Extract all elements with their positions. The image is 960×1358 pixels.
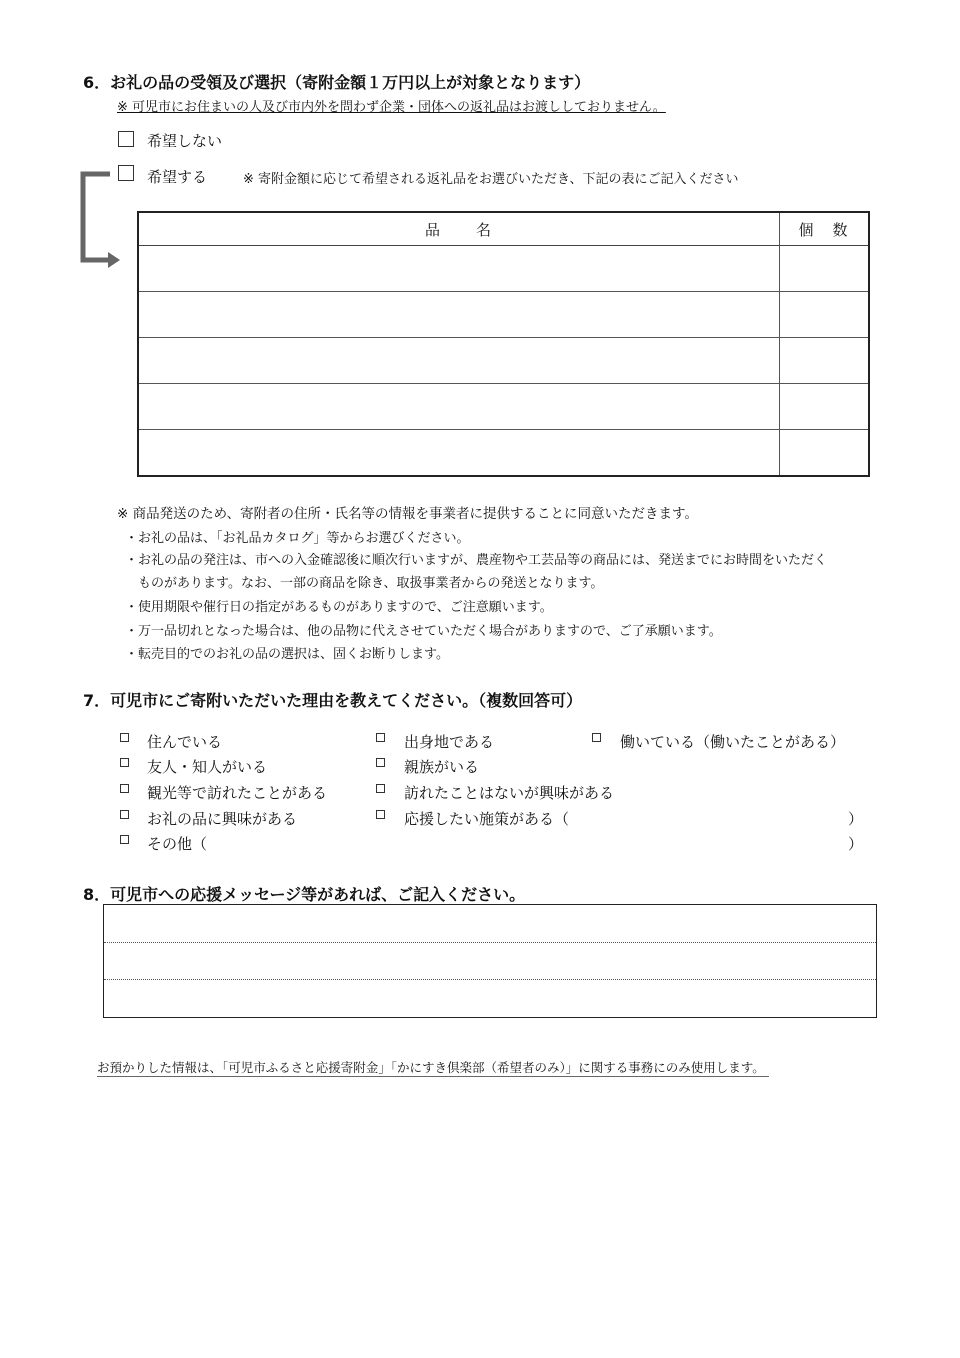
gift-name-cell[interactable]: [138, 430, 780, 477]
table-row: [138, 292, 869, 338]
gift-name-cell[interactable]: [138, 246, 780, 292]
reason-policy-label: 応援したい施策がある（: [404, 810, 570, 828]
section6-title: 6．お礼の品の受領及び選択（寄附金額１万円以上が対象となります）: [83, 73, 591, 92]
gift-qty-cell[interactable]: [780, 292, 870, 338]
section8-title: 8．可児市への応援メッセージ等があれば、ご記入ください。: [83, 885, 526, 904]
reason-relatives-label: 親族がいる: [404, 758, 480, 776]
checkbox-relatives[interactable]: [376, 758, 385, 767]
gift-table-header-name: 品 名: [138, 212, 780, 246]
bullet-2: ・お礼の品の発注は、市への入金確認後に順次行いますが、農産物や工芸品等の商品には、発送までにお時間をいただく: [125, 553, 828, 568]
reason-gift-interest-label: お礼の品に興味がある: [147, 810, 298, 828]
arrow-connector-icon: [70, 168, 130, 273]
checkbox-other[interactable]: [120, 835, 129, 844]
reason-hometown-label: 出身地である: [404, 733, 495, 751]
gift-qty-cell[interactable]: [780, 338, 870, 384]
message-box[interactable]: [103, 904, 877, 1018]
reason-friends-label: 友人・知人がいる: [147, 758, 268, 776]
checkbox-hometown[interactable]: [376, 733, 385, 742]
bullet-1: ・お礼の品は、「お礼品カタログ」等からお選びください。: [125, 531, 470, 546]
section6-note: ※ 可児市にお住まいの人及び市内外を問わず企業・団体への返礼品はお渡ししておりません。: [117, 100, 666, 115]
option-no-gift-label: 希望しない: [147, 132, 223, 150]
checkbox-no-gift[interactable]: [118, 131, 134, 147]
table-row: [138, 338, 869, 384]
table-row: [138, 246, 869, 292]
consent-note: ※ 商品発送のため、寄附者の住所・氏名等の情報を事業者に提供することに同意いただきます。: [117, 506, 698, 522]
checkbox-interested[interactable]: [376, 784, 385, 793]
bullet-3: ・使用期限や催行日の指定があるものがありますので、ご注意願います。: [125, 600, 553, 615]
message-line: [104, 942, 876, 943]
bullet-5: ・転売目的でのお礼の品の選択は、固くお断りします。: [125, 647, 449, 662]
option-want-gift-note: ※ 寄附金額に応じて希望される返礼品をお選びいただき、下記の表にご記入ください: [243, 172, 739, 187]
bullet-2-cont: ものがあります。なお、一部の商品を除き、取扱事業者からの発送となります。: [138, 576, 604, 591]
checkbox-policy[interactable]: [376, 810, 385, 819]
gift-qty-cell[interactable]: [780, 384, 870, 430]
table-row: [138, 430, 869, 477]
reason-interested-label: 訪れたことはないが興味がある: [404, 784, 615, 802]
gift-qty-cell[interactable]: [780, 246, 870, 292]
option-want-gift-label: 希望する: [147, 168, 208, 186]
gift-qty-cell[interactable]: [780, 430, 870, 477]
gift-name-cell[interactable]: [138, 292, 780, 338]
gift-table-header-qty: 個 数: [780, 212, 870, 246]
checkbox-live[interactable]: [120, 733, 129, 742]
checkbox-work[interactable]: [592, 733, 601, 742]
gift-name-cell[interactable]: [138, 338, 780, 384]
checkbox-visited[interactable]: [120, 784, 129, 793]
reason-live-label: 住んでいる: [147, 733, 223, 751]
gift-table: [137, 211, 870, 477]
reason-other-label: その他（: [147, 835, 208, 853]
table-row: [138, 384, 869, 430]
privacy-footer: お預かりした情報は、「可児市ふるさと応援寄附金」「かにすき倶楽部（希望者のみ）」に関する事務にのみ使用します。: [97, 1058, 769, 1077]
checkbox-gift-interest[interactable]: [120, 810, 129, 819]
reason-work-label: 働いている（働いたことがある）: [620, 733, 846, 751]
checkbox-friends[interactable]: [120, 758, 129, 767]
section7-title: 7．可児市にご寄附いただいた理由を教えてください。（複数回答可）: [83, 691, 583, 710]
bullet-4: ・万一品切れとなった場合は、他の品物に代えさせていただく場合がありますので、ご了承願います。: [125, 624, 722, 639]
reason-other-close-paren: ）: [848, 835, 864, 853]
reason-visited-label: 観光等で訪れたことがある: [147, 784, 328, 802]
message-line: [104, 979, 876, 980]
gift-name-cell[interactable]: [138, 384, 780, 430]
reason-policy-close-paren: ）: [848, 810, 864, 828]
